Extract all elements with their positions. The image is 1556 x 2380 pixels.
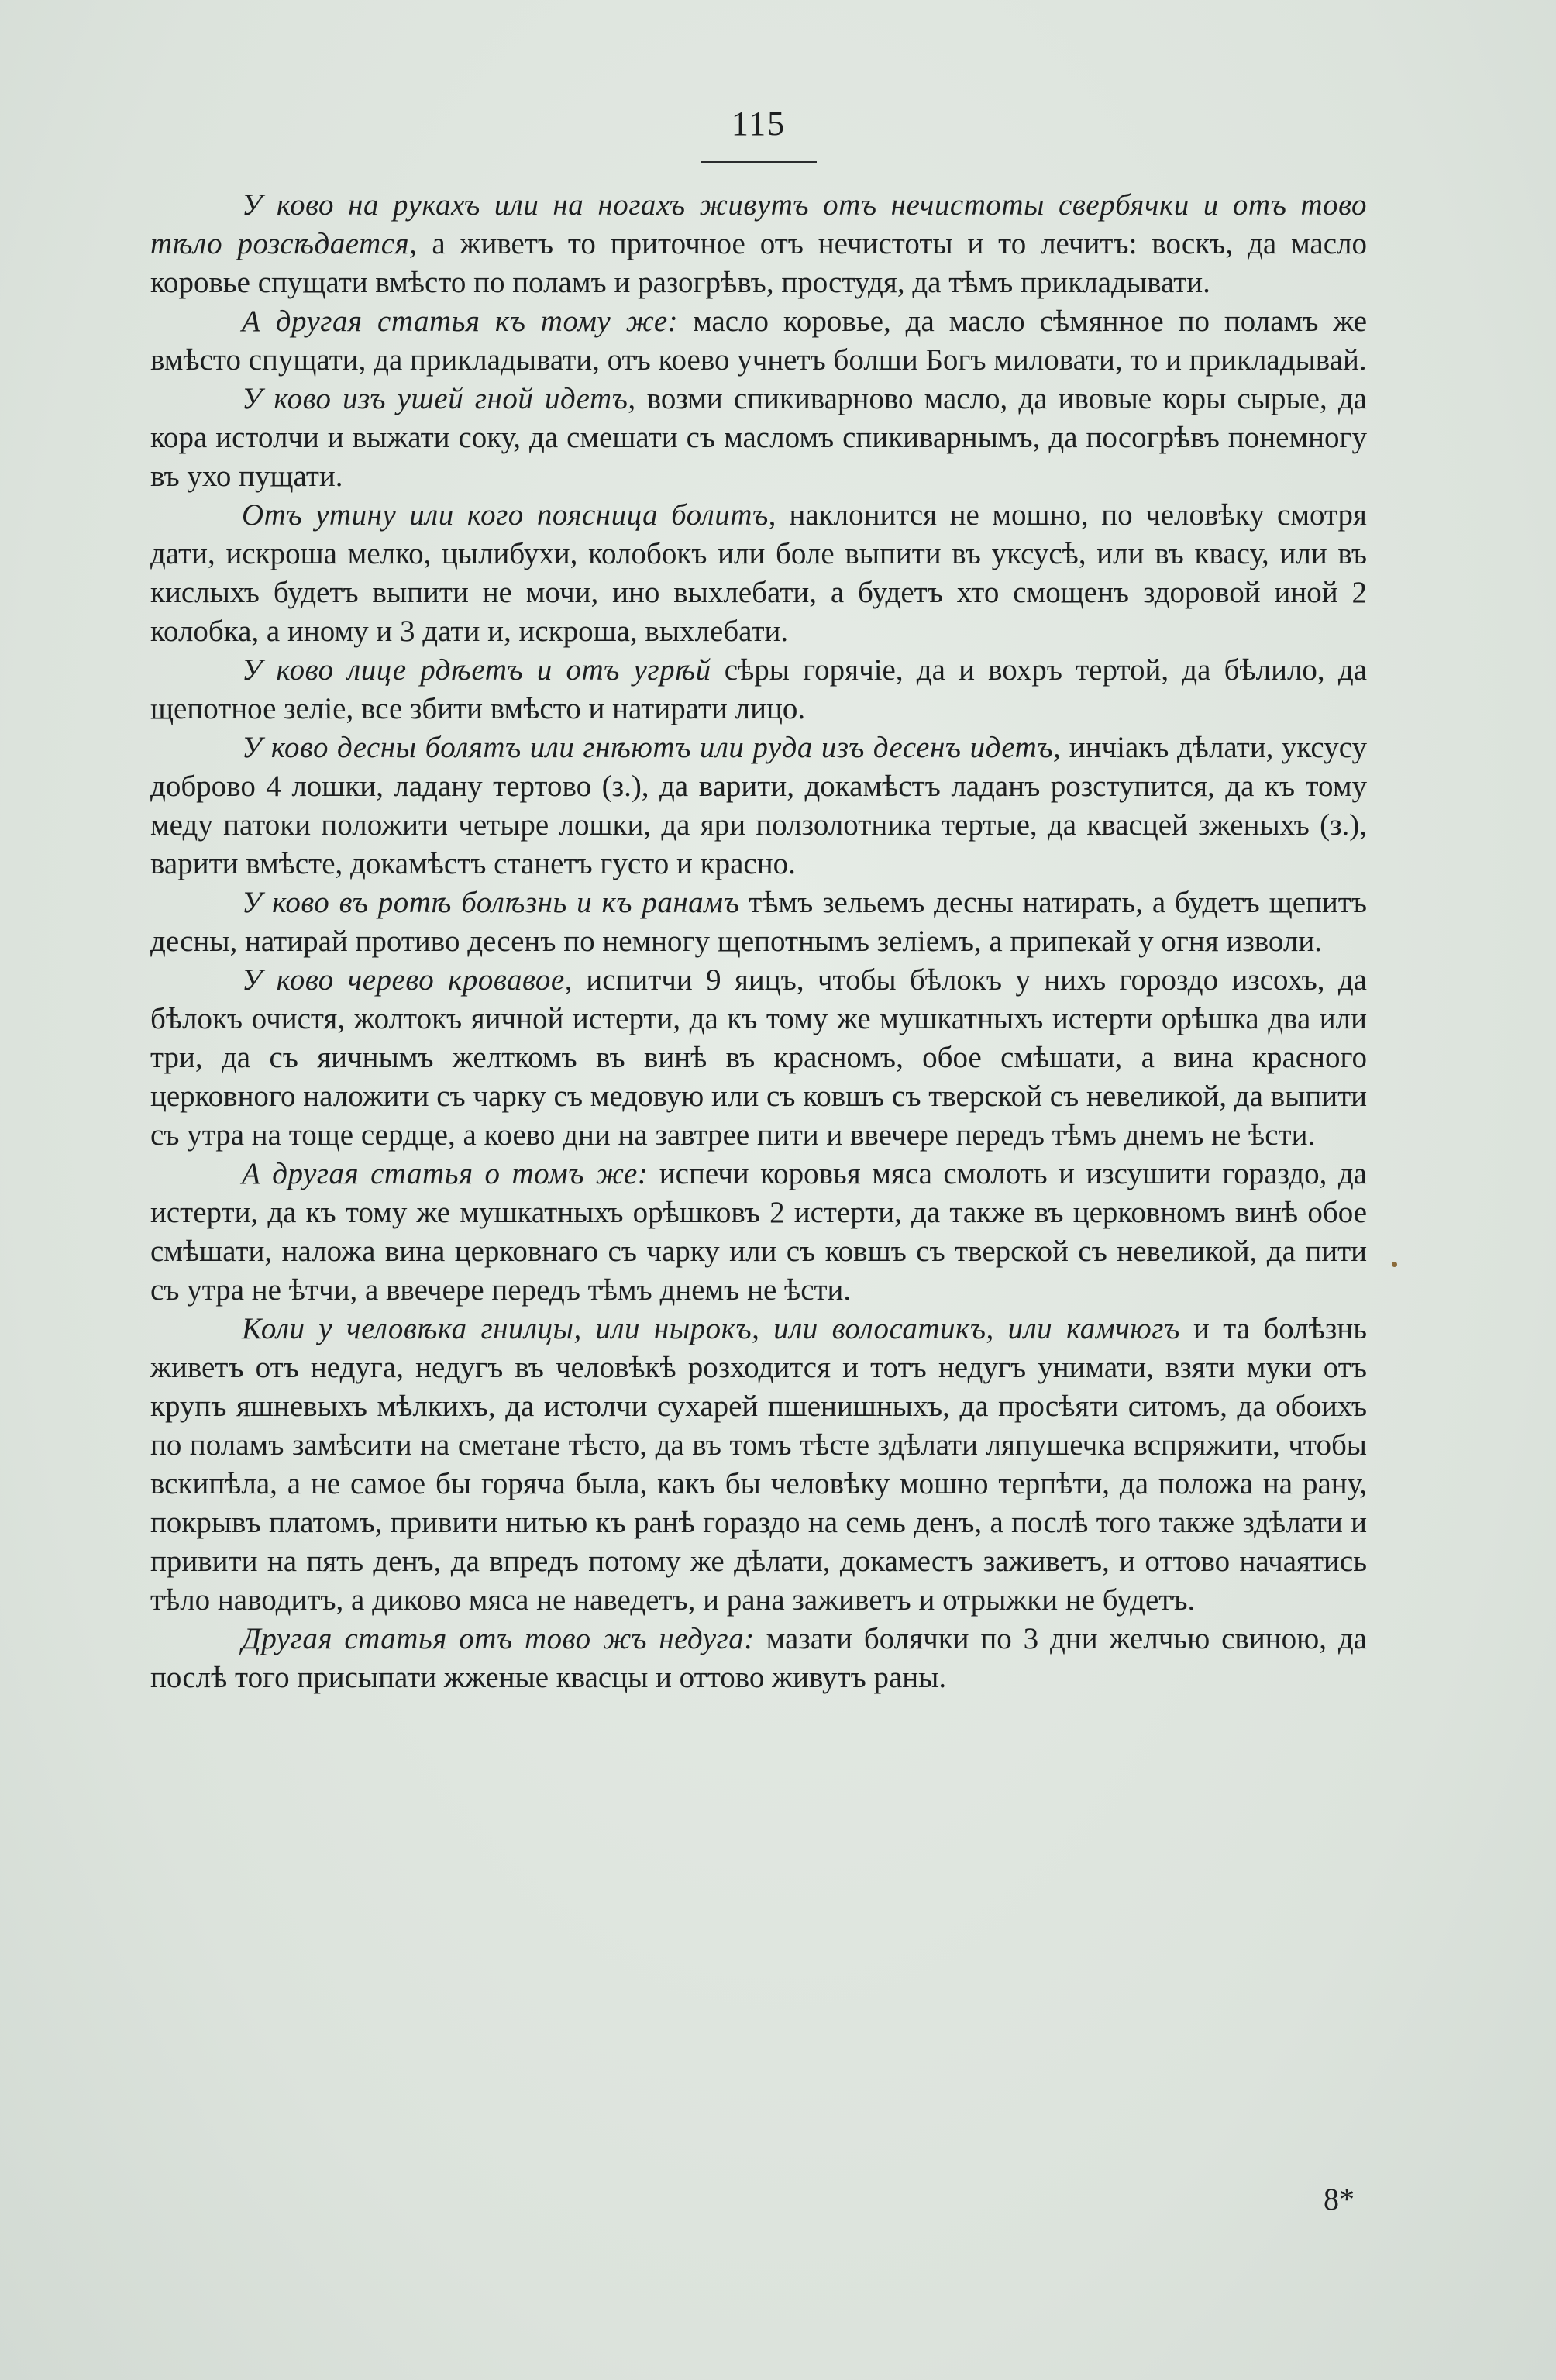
paragraph-11-body: мазати болячки по 3 дни желчью свиною, да послѣ того присыпати жженые квасцы и оттово живутъ раны. xyxy=(150,1622,1367,1694)
signature-mark: 8* xyxy=(1324,2182,1355,2216)
paragraph-11 xyxy=(150,1620,1367,1697)
paragraph-3 xyxy=(150,380,1367,496)
paragraph-9-body: испечи коровья мяса смолоть и изсушити гораздо, да истерти, да къ тому же мушкатныхъ орѣшковъ 2 истерти, да также въ церковномъ винѣ обое смѣшати, наложа вина церковнаго съ чарку или съ ковшъ съ тверской съ невеликой, да пити съ утра не ѣтчи, а ввечере передъ тѣмъ днемъ не ѣсти. xyxy=(150,1157,1367,1307)
paragraph-1 xyxy=(150,186,1367,302)
paragraph-8 xyxy=(150,961,1367,1155)
paragraph-3-heading: У ково изъ ушей гной идетъ, xyxy=(242,382,636,415)
paragraph-7 xyxy=(150,883,1367,961)
paragraph-10-body: и та болѣзнь живетъ отъ недуга, недугъ въ человѣкѣ розходится и тотъ недугъ унимати, взяти муки отъ крупъ яшневыхъ мѣлкихъ, да истолчи сухарей пшенишныхъ, да просѣяти ситомъ, да обоихъ по поламъ замѣсити на сметане тѣсто, да въ томъ тѣсте здѣлати ляпушечка вспряжити, чтобы вскипѣла, а не самое бы горяча была, какъ бы человѣку мошно терпѣти, да положа на рану, покрывъ платомъ, привити нитью къ ранѣ гораздо на семь денъ, а послѣ того также здѣлати и привити на пять денъ, да впредъ потому же дѣлати, докаместъ заживетъ, и оттово начаятись тѣло наводитъ, а диково мяса не наведетъ, и рана заживетъ и отрыжки не будетъ. xyxy=(150,1312,1367,1617)
paragraph-3-body: возми спикиварново масло, да ивовые коры сырые, да кора истолчи и выжати соку, да смешати съ масломъ спикиварнымъ, да посогрѣвъ понемногу въ ухо пущати. xyxy=(150,382,1367,493)
paragraph-1-body: а живетъ то приточное отъ нечистоты и то лечитъ: воскъ, да масло коровье спущати вмѣсто по поламъ и разогрѣвъ, простудя, да тѣмъ прикладывати. xyxy=(150,227,1367,299)
paragraph-7-heading: У ково въ ротѣ болѣзнь и къ ранамъ xyxy=(242,886,740,919)
paragraph-5-body: сѣры горячіе, да и вохръ тертой, да бѣлило, да щепотное зеліе, все збити вмѣсто и натирати лицо. xyxy=(150,653,1368,725)
paper-speck xyxy=(1392,1262,1397,1267)
paragraph-9 xyxy=(150,1155,1367,1310)
paragraph-2-heading: А другая статья къ тому же: xyxy=(242,305,679,338)
paragraph-10-heading: Коли у человѣка гнилцы, или нырокъ, или волосатикъ, или камчюгъ xyxy=(242,1312,1180,1345)
paragraph-4-body: наклонится не мошно, по человѣку смотря дати, искроша мелко, цылибухи, колобокъ или боле выпити въ уксусѣ, или въ квасу, или въ кислыхъ будетъ выпити не мочи, ино выхлебати, а будетъ хто смощенъ здоровой иной 2 колобка, а иному и 3 дати и, искроша, выхлебати. xyxy=(150,498,1367,648)
paragraph-7-body: тѣмъ зельемъ десны натирать, а будетъ щепитъ десны, натирай противо десенъ по немногу щепотнымъ зеліемъ, а припекай у огня изволи. xyxy=(150,886,1367,958)
paragraph-8-body: испитчи 9 яицъ, чтобы бѣлокъ у нихъ гороздо изсохъ, да бѣлокъ очистя, жолтокъ яичной истерти, да къ тому же мушкатныхъ истерти орѣшка два или три, да съ яичнымъ желткомъ въ винѣ въ красномъ, обое смѣшати, а вина красного церковного наложити съ чарку съ медовую или съ ковшъ съ тверской съ невеликой, да выпити съ утра на тоще сердце, а коево дни на завтрее пити и ввечере передъ тѣмъ днемъ не ѣсти. xyxy=(150,963,1367,1152)
paragraph-2 xyxy=(150,302,1367,380)
paragraph-6 xyxy=(150,728,1367,883)
paragraph-6-heading: У ково десны болятъ или гнѣютъ или руда изъ десенъ идетъ, xyxy=(242,731,1062,764)
paragraph-9-heading: А другая статья о томъ же: xyxy=(242,1157,649,1190)
paragraph-1-heading: У ково на рукахъ или на ногахъ живутъ отъ нечистоты свербячки и отъ тово тѣло розсѣдается, xyxy=(150,188,1367,260)
header-rule xyxy=(701,161,817,163)
paragraph-8-heading: У ково черево кровавое, xyxy=(242,963,573,997)
page-number: 115 xyxy=(731,105,787,143)
paragraph-2-body: масло коровье, да масло сѣмянное по поламъ же вмѣсто спущати, да прикладывати, отъ коево учнетъ болши Богъ миловати, то и прикладывай. xyxy=(150,305,1368,377)
paragraph-4-heading: Отъ утину или кого поясница болитъ, xyxy=(242,498,776,532)
page-text xyxy=(150,186,1367,1697)
paragraph-4 xyxy=(150,496,1367,651)
paragraph-11-heading: Другая статья отъ тово жъ недуга: xyxy=(242,1622,755,1655)
paragraph-10 xyxy=(150,1310,1367,1620)
paragraph-6-body: инчіакъ дѣлати, уксусу доброво 4 лошки, ладану тертово (з.), да варити, докамѣстъ ладанъ розступится, да къ тому меду патоки положити четыре лошки, да яри ползолотника тертые, да квасцей зженыхъ (з.), варити вмѣсте, докамѣстъ станетъ густо и красно. xyxy=(150,731,1367,880)
paragraph-5 xyxy=(150,651,1367,728)
paragraph-5-heading: У ково лице рдѣетъ и отъ угрѣй xyxy=(242,653,711,687)
